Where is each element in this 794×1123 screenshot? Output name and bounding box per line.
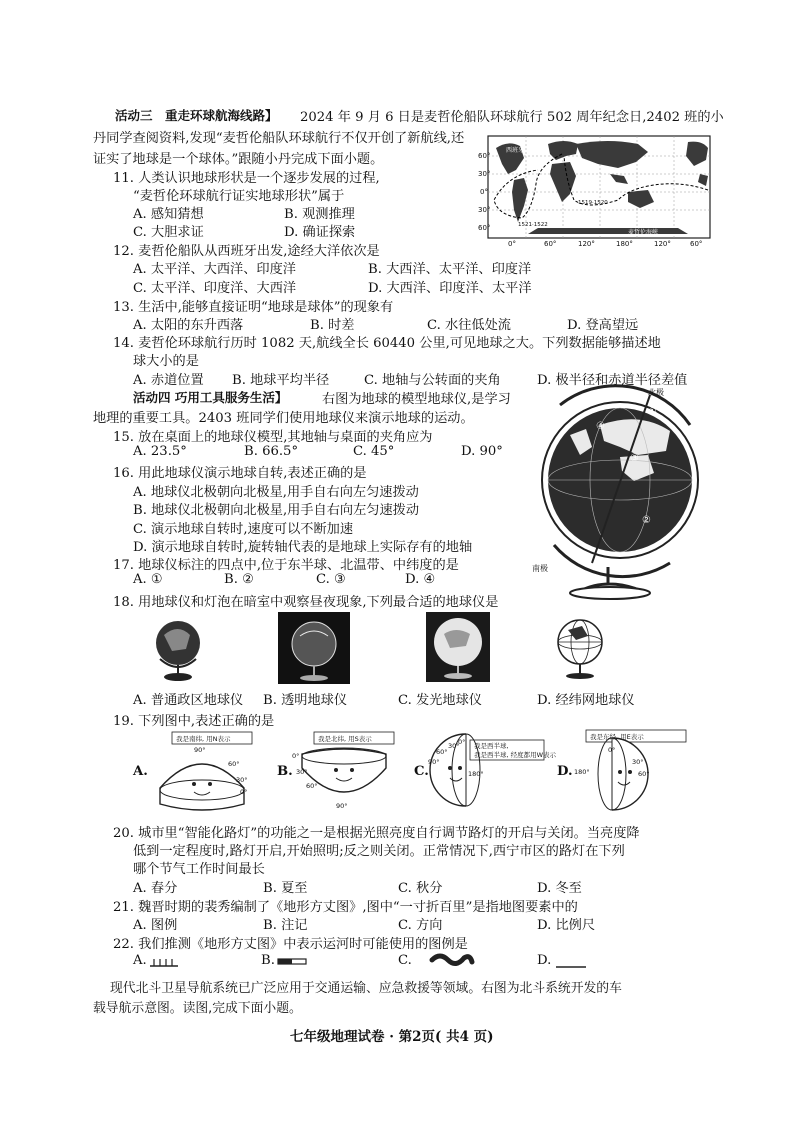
- deg-label: 60°: [436, 748, 448, 756]
- globe-south-label: 南极: [532, 564, 548, 573]
- activity3-intro-line2: 丹同学查阅资料,发现“麦哲伦船队环球航行不仅开创了新航线,还: [93, 131, 465, 146]
- q14-stem-2: 球大小的是: [133, 354, 199, 369]
- activity4-intro-line2: 地理的重要工具。2403 班同学们使用地球仪来演示地球的运动。: [93, 411, 474, 426]
- q12-option-d[interactable]: D. 大西洋、印度洋、太平洋: [368, 281, 532, 296]
- q16-option-a[interactable]: A. 地球仪北极朝向北极星,用手自右向左匀速拨动: [133, 485, 419, 500]
- q13-option-d[interactable]: D. 登高望远: [567, 318, 639, 333]
- q11-option-b[interactable]: B. 观测推理: [284, 207, 355, 222]
- q18-option-c[interactable]: C. 发光地球仪: [398, 693, 482, 708]
- q11-stem-2: “麦哲伦环球航行证实地球形状”属于: [133, 189, 345, 204]
- q20-option-d[interactable]: D. 冬至: [537, 881, 582, 896]
- globe-marker-4: ④: [596, 421, 605, 432]
- deg-label: 30°: [632, 758, 644, 766]
- q14-option-d[interactable]: D. 极半径和赤道半径差值: [537, 373, 688, 388]
- q14-stem-1: 14. 麦哲伦环球航行历时 1082 天,航线全长 60440 公里,可见地球之大。下列数据能够描述地: [113, 336, 661, 351]
- q18-option-d[interactable]: D. 经纬网地球仪: [537, 693, 635, 708]
- q18-stem: 18. 用地球仪和灯泡在暗室中观察昼夜现象,下列最合适的地球仪是: [113, 595, 499, 610]
- page-footer: 七年级地理试卷 · 第2页( 共4 页): [290, 1029, 494, 1045]
- q19-stem: 19. 下列图中,表述正确的是: [113, 714, 275, 729]
- lat-label: 30°: [478, 170, 491, 178]
- q19-option-c[interactable]: C.: [414, 764, 429, 779]
- q19-option-b[interactable]: B.: [277, 764, 293, 779]
- deg-label: 0°: [240, 788, 248, 796]
- q19-figure-d: [572, 728, 690, 812]
- q22-option-c[interactable]: C.: [398, 953, 412, 968]
- deg-label: 90°: [428, 758, 440, 766]
- q11-stem-1: 11. 人类认识地球形状是一个逐步发展的过程,: [113, 171, 380, 186]
- q22-option-d[interactable]: D.: [537, 953, 552, 968]
- activity4-intro-line1: 右图为地球的模型地球仪,是学习: [322, 392, 511, 407]
- q19-bubble-c: 我是西半球, 经度都用W表示: [474, 751, 557, 759]
- lon-label: 120°: [654, 240, 671, 248]
- deg-label: 30°: [448, 742, 460, 750]
- q12-option-c[interactable]: C. 太平洋、印度洋、大西洋: [133, 281, 297, 296]
- lon-label: 180°: [616, 240, 633, 248]
- activity4-title: 活动四 巧用工具服务生活】: [133, 390, 288, 405]
- q13-option-b[interactable]: B. 时差: [310, 318, 355, 333]
- deg-label: 60°: [306, 782, 318, 790]
- q15-option-b[interactable]: B. 66.5°: [244, 444, 299, 459]
- globe-marker-3: ③: [630, 453, 639, 464]
- deg-label: 0°: [608, 746, 616, 754]
- lat-label: 60°: [478, 224, 491, 232]
- q17-option-d[interactable]: D. ④: [405, 572, 436, 587]
- q20-option-a[interactable]: A. 春分: [133, 881, 178, 896]
- q17-option-c[interactable]: C. ③: [316, 572, 346, 587]
- lon-label: 120°: [578, 240, 595, 248]
- legend-symbol-d: [556, 959, 588, 965]
- q19-bubble-a: 我是南纬, 用N表示: [176, 735, 231, 743]
- q16-stem: 16. 用此地球仪演示地球自转,表述正确的是: [113, 466, 367, 481]
- deg-label: 90°: [194, 746, 206, 754]
- legend-symbol-b: [278, 956, 308, 968]
- closing-line-2: 载导航示意图。读图,完成下面小题。: [93, 1001, 302, 1016]
- closing-line-1: 现代北斗卫星导航系统已广泛应用于交通运输、应急救援等领域。右图为北斗系统开发的车: [110, 981, 622, 996]
- q19-bubble-c-1: 我是西半球,: [474, 742, 509, 750]
- q16-option-b[interactable]: B. 地球仪北极朝向北极星,用手自右向左匀速拨动: [133, 503, 420, 518]
- deg-label: 60°: [228, 760, 240, 768]
- q17-option-a[interactable]: A. ①: [133, 572, 163, 587]
- q17-option-b[interactable]: B. ②: [224, 572, 254, 587]
- q18-option-b[interactable]: B. 透明地球仪: [263, 693, 348, 708]
- q18-option-a[interactable]: A. 普通政区地球仪: [133, 693, 244, 708]
- magellan-route-map: [478, 130, 718, 248]
- q15-option-c[interactable]: C. 45°: [353, 444, 395, 459]
- route-label-2: 1521·1522: [518, 222, 548, 228]
- transparent-globe-image: [278, 612, 350, 684]
- q19-bubble-b: 我是北纬, 用S表示: [318, 735, 372, 743]
- lon-label: 60°: [690, 240, 703, 248]
- q21-option-a[interactable]: A. 图例: [133, 918, 178, 933]
- q20-stem-3: 哪个节气工作时间最长: [133, 862, 265, 877]
- political-globe-image: [150, 615, 206, 683]
- q20-stem-1: 20. 城市里“智能化路灯”的功能之一是根据光照亮度自行调节路灯的开启与关闭。当亮度降: [113, 826, 640, 841]
- q14-option-c[interactable]: C. 地轴与公转面的夹角: [364, 373, 501, 388]
- strait-label: 麦哲伦海峡: [628, 229, 659, 236]
- q15-option-a[interactable]: A. 23.5°: [133, 444, 187, 459]
- deg-label: 60°: [638, 770, 650, 778]
- deg-label: 0°: [292, 752, 300, 760]
- luminous-globe-image: [426, 612, 490, 682]
- lon-label: 60°: [544, 240, 557, 248]
- q19-figure-a: [150, 730, 260, 810]
- deg-label: 180°: [468, 770, 484, 778]
- lat-label: 30°: [478, 206, 491, 214]
- spain-label: 西班牙: [506, 147, 525, 154]
- deg-label: 90°: [336, 802, 348, 810]
- q13-option-c[interactable]: C. 水往低处流: [427, 318, 511, 333]
- q12-option-a[interactable]: A. 太平洋、大西洋、印度洋: [133, 262, 296, 277]
- deg-label: 30°: [296, 768, 308, 776]
- q22-stem: 22. 我们推测《地形方丈图》中表示运河时可能使用的图例是: [113, 937, 468, 952]
- q16-option-d[interactable]: D. 演示地球自转时,旋转轴代表的是地球上实际存有的地轴: [133, 540, 473, 555]
- deg-label: 180°: [574, 768, 590, 776]
- deg-label: 30°: [236, 776, 248, 784]
- q13-stem: 13. 生活中,能够直接证明“地球是球体”的现象有: [113, 300, 394, 315]
- q12-stem: 12. 麦哲伦船队从西班牙出发,途经大洋依次是: [113, 244, 380, 259]
- q11-option-c[interactable]: C. 大胆求证: [133, 225, 204, 240]
- legend-symbol-a: [150, 955, 180, 969]
- q20-option-b[interactable]: B. 夏至: [263, 881, 308, 896]
- activity3-intro-line1: 2024 年 9 月 6 日是麦哲伦船队环球航行 502 周年纪念日,2402 班的小: [300, 110, 724, 125]
- q21-stem: 21. 魏晋时期的裴秀编制了《地形方丈图》,图中“一寸折百里”是指地图要素中的: [113, 900, 578, 915]
- globe-figure: [530, 385, 715, 603]
- graticule-globe-image: [548, 612, 612, 684]
- q14-option-b[interactable]: B. 地球平均半径: [232, 373, 330, 388]
- deg-label: 0°: [458, 738, 466, 746]
- activity3-title: 活动三 重走环球航海线路】: [115, 108, 278, 123]
- route-label-1: 1519·1520: [578, 200, 608, 206]
- q15-stem: 15. 放在桌面上的地球仪模型,其地轴与桌面的夹角应为: [113, 430, 433, 445]
- q16-option-c[interactable]: C. 演示地球自转时,速度可以不断加速: [133, 522, 354, 537]
- q14-option-a[interactable]: A. 赤道位置: [133, 373, 204, 388]
- q17-stem: 17. 地球仪标注的四点中,位于东半球、北温带、中纬度的是: [113, 558, 459, 573]
- globe-north-label: 北极: [648, 388, 664, 397]
- globe-marker-2: ②: [642, 515, 651, 526]
- lat-label: 0°: [480, 188, 488, 196]
- q21-option-c[interactable]: C. 方向: [398, 918, 443, 933]
- q11-option-a[interactable]: A. 感知猜想: [133, 207, 204, 222]
- lon-label: 0°: [508, 240, 516, 248]
- q19-option-d[interactable]: D.: [557, 764, 573, 779]
- q15-option-d[interactable]: D. 90°: [461, 444, 503, 459]
- q19-figure-c: [426, 728, 557, 812]
- legend-symbol-c: [430, 950, 474, 972]
- q12-option-b[interactable]: B. 大西洋、太平洋、印度洋: [368, 262, 532, 277]
- q21-option-d[interactable]: D. 比例尺: [537, 918, 596, 933]
- activity3-intro-line3: 证实了地球是一个球体。”跟随小丹完成下面小题。: [93, 152, 384, 167]
- q22-option-a[interactable]: A.: [133, 953, 147, 968]
- q11-option-d[interactable]: D. 确证探索: [284, 225, 356, 240]
- q20-stem-2: 低到一定程度时,路灯开启,开始照明;反之则关闭。正常情况下,西宁市区的路灯在下列: [133, 844, 625, 859]
- lat-label: 60°: [478, 152, 491, 160]
- globe-marker-1: ①: [648, 407, 657, 418]
- q20-option-c[interactable]: C. 秋分: [398, 881, 443, 896]
- q13-option-a[interactable]: A. 太阳的东升西落: [133, 318, 244, 333]
- q21-option-b[interactable]: B. 注记: [263, 918, 308, 933]
- q19-option-a[interactable]: A.: [133, 764, 148, 779]
- q22-option-b[interactable]: B.: [261, 953, 275, 968]
- q19-figure-b: [292, 730, 402, 810]
- q19-bubble-d: 我是东经, 用E表示: [590, 733, 644, 741]
